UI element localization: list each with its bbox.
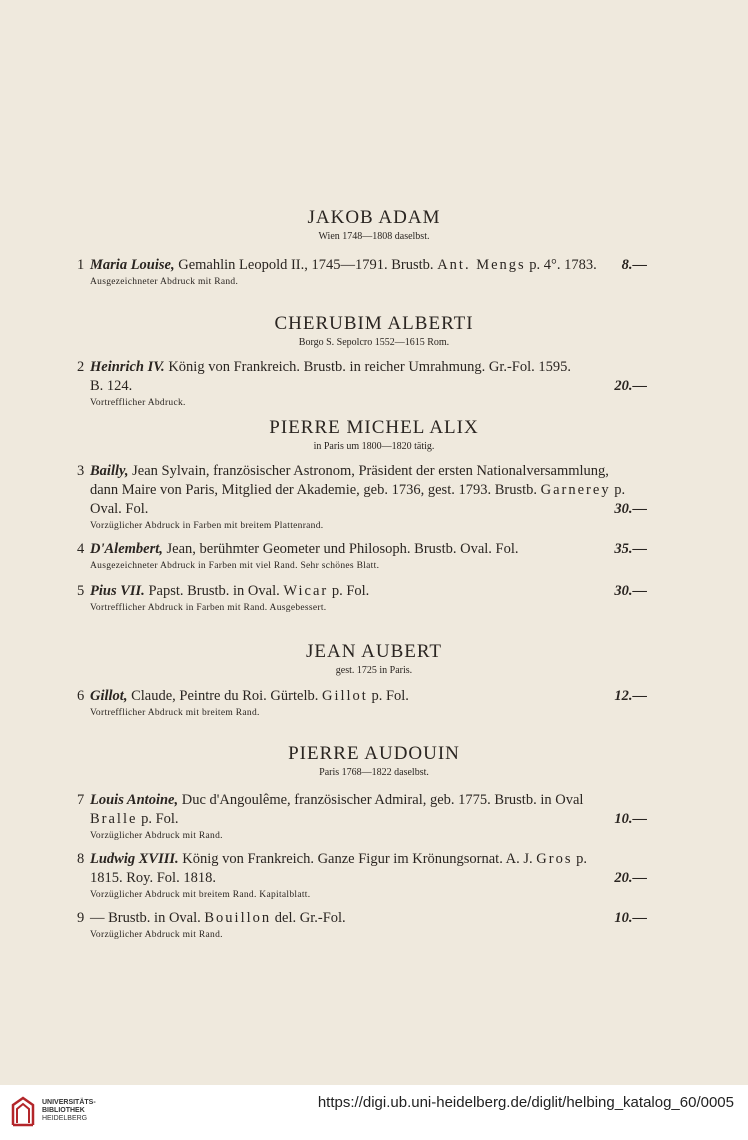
entry-title: Pius VII. [90, 583, 145, 599]
catalog-entry [77, 687, 647, 720]
entry-note: Vortrefflicher Abdruck. [90, 398, 186, 408]
catalog-entry [77, 462, 647, 533]
entry-text: — Brustb. in Oval. [90, 910, 205, 926]
artist-name: JEAN AUBERT [305, 641, 442, 662]
entry-price: 35.— [614, 541, 647, 557]
artist-name: JAKOB ADAM [307, 207, 441, 228]
entry-number: 5 [77, 583, 85, 599]
entry-text: Duc d'Angoulême, französischer Admiral, geb. 1775. Brustb. in Oval [178, 792, 584, 808]
entry-text-2: p. Fol. [328, 583, 370, 599]
entry-title: Heinrich IV. [90, 359, 165, 375]
viewer-footer [0, 1085, 748, 1140]
library-name-line: HEIDELBERG [42, 1115, 88, 1122]
entry-artist-spaced: Gillot [321, 688, 368, 704]
entry-number: 1 [77, 257, 85, 273]
entry-line-3: Oval. Fol. [90, 501, 149, 517]
entry-text: Claude, Peintre du Roi. Gürtelb. [127, 688, 322, 704]
entry-artist-spaced: Gros [536, 851, 573, 867]
catalog-entry [77, 909, 647, 942]
entry-title: D'Alembert, [90, 541, 163, 557]
entry-text: Jean Sylvain, französischer Astronom, Präsident der ersten Nationalversammlung, [128, 463, 609, 479]
entry-title: Ludwig XVIII. [90, 851, 179, 867]
entry-number: 4 [77, 541, 85, 557]
entry-price: 20.— [614, 378, 647, 394]
entry-title: Gillot, [90, 688, 128, 704]
entry-number: 9 [77, 910, 85, 926]
entry-line-2: B. 124. [90, 378, 133, 394]
artist-heading [0, 207, 748, 243]
entry-title: Maria Louise, [90, 257, 175, 273]
entry-price: 30.— [614, 583, 647, 599]
artist-heading [0, 313, 748, 349]
catalog-entry [77, 256, 647, 289]
library-name-line: UNIVERSITÄTS- [42, 1099, 96, 1106]
entry-text: König von Frankreich. Ganze Figur im Krönungsornat. A. J. [178, 851, 537, 867]
artist-name: PIERRE AUDOUIN [288, 743, 460, 764]
catalog-entry [77, 850, 647, 902]
artist-dates: Borgo S. Sepolcro 1552—1615 Rom. [298, 337, 450, 348]
entry-line-2b: p. [610, 482, 626, 498]
entry-note: Vorzüglicher Abdruck mit Rand. [90, 930, 223, 940]
entry-artist-spaced: Ant. Mengs [437, 257, 526, 273]
artist-name: PIERRE MICHEL ALIX [269, 417, 479, 438]
entry-text: Gemahlin Leopold II., 1745—1791. Brustb. [174, 257, 438, 273]
entry-price: 20.— [614, 870, 647, 886]
entry-price: 10.— [614, 910, 647, 926]
entry-line-2: 1815. Roy. Fol. 1818. [90, 870, 216, 886]
library-name [42, 1099, 96, 1123]
artist-dates: gest. 1725 in Paris. [335, 665, 413, 676]
entry-artist-spaced: Garnerey [540, 482, 611, 498]
artist-dates: Wien 1748—1808 daselbst. [318, 231, 430, 242]
artist-dates: Paris 1768—1822 daselbst. [319, 767, 429, 778]
artist-heading [0, 743, 748, 779]
entry-line-2: dann Maire von Paris, Mitglied der Akademie, geb. 1736, gest. 1793. Brustb. [90, 482, 541, 498]
entry-artist-spaced: Bralle [90, 811, 138, 827]
entry-artist-spaced: Wicar [283, 583, 329, 599]
entry-text-2: p. Fol. [367, 688, 409, 704]
entry-number: 2 [77, 359, 85, 375]
entry-note: Vortrefflicher Abdruck in Farben mit Rand. Ausgebessert. [90, 603, 327, 613]
entry-note: Vorzüglicher Abdruck in Farben mit breitem Plattenrand. [90, 521, 324, 531]
entry-number: 7 [77, 792, 85, 808]
entry-price: 10.— [614, 811, 647, 827]
entry-price: 8.— [621, 257, 647, 273]
entry-title: Bailly, [90, 463, 129, 479]
entry-text: König von Frankreich. Brustb. in reicher Umrahmung. Gr.-Fol. 1595. [164, 359, 572, 375]
artist-heading [0, 641, 748, 677]
entry-line-2b: p. Fol. [137, 811, 179, 827]
entry-price: 30.— [614, 501, 647, 517]
catalog-entry [77, 582, 647, 615]
entry-text-2: p. [572, 851, 587, 867]
permalink-url[interactable]: https://digi.ub.uni-heidelberg.de/diglit/helbing_katalog_60/0005 [317, 1094, 734, 1111]
catalog-entry [77, 540, 647, 573]
entry-text-2: del. Gr.-Fol. [271, 910, 346, 926]
entry-title: Louis Antoine, [90, 792, 179, 808]
entry-note: Vorzüglicher Abdruck mit breitem Rand. Kapitalblatt. [90, 890, 311, 900]
entry-artist-spaced: Bouillon [204, 910, 272, 926]
entry-note: Vortrefflicher Abdruck mit breitem Rand. [90, 708, 260, 718]
entry-note: Ausgezeichneter Abdruck in Farben mit viel Rand. Sehr schönes Blatt. [90, 561, 380, 571]
entry-price: 12.— [614, 688, 647, 704]
entry-number: 6 [77, 688, 85, 704]
entry-note: Ausgezeichneter Abdruck mit Rand. [90, 277, 239, 287]
artist-dates: in Paris um 1800—1820 tätig. [313, 441, 435, 452]
catalog-entry [77, 358, 647, 410]
entry-note: Vorzüglicher Abdruck mit Rand. [90, 831, 223, 841]
show-through-heading [262, 143, 268, 166]
university-library-logo-icon [10, 1095, 36, 1127]
entry-number: 8 [77, 851, 85, 867]
entry-number: 3 [77, 463, 85, 479]
catalog-entry [77, 791, 647, 843]
artist-heading [0, 417, 748, 453]
artist-name: CHERUBIM ALBERTI [274, 313, 474, 334]
entry-text: Jean, berühmter Geometer und Philosoph. Brustb. Oval. Fol. [162, 541, 519, 557]
entry-text: Papst. Brustb. in Oval. [144, 583, 284, 599]
entry-text-2: p. 4°. 1783. [525, 257, 597, 273]
library-name-line: BIBLIOTHEK [42, 1107, 85, 1114]
